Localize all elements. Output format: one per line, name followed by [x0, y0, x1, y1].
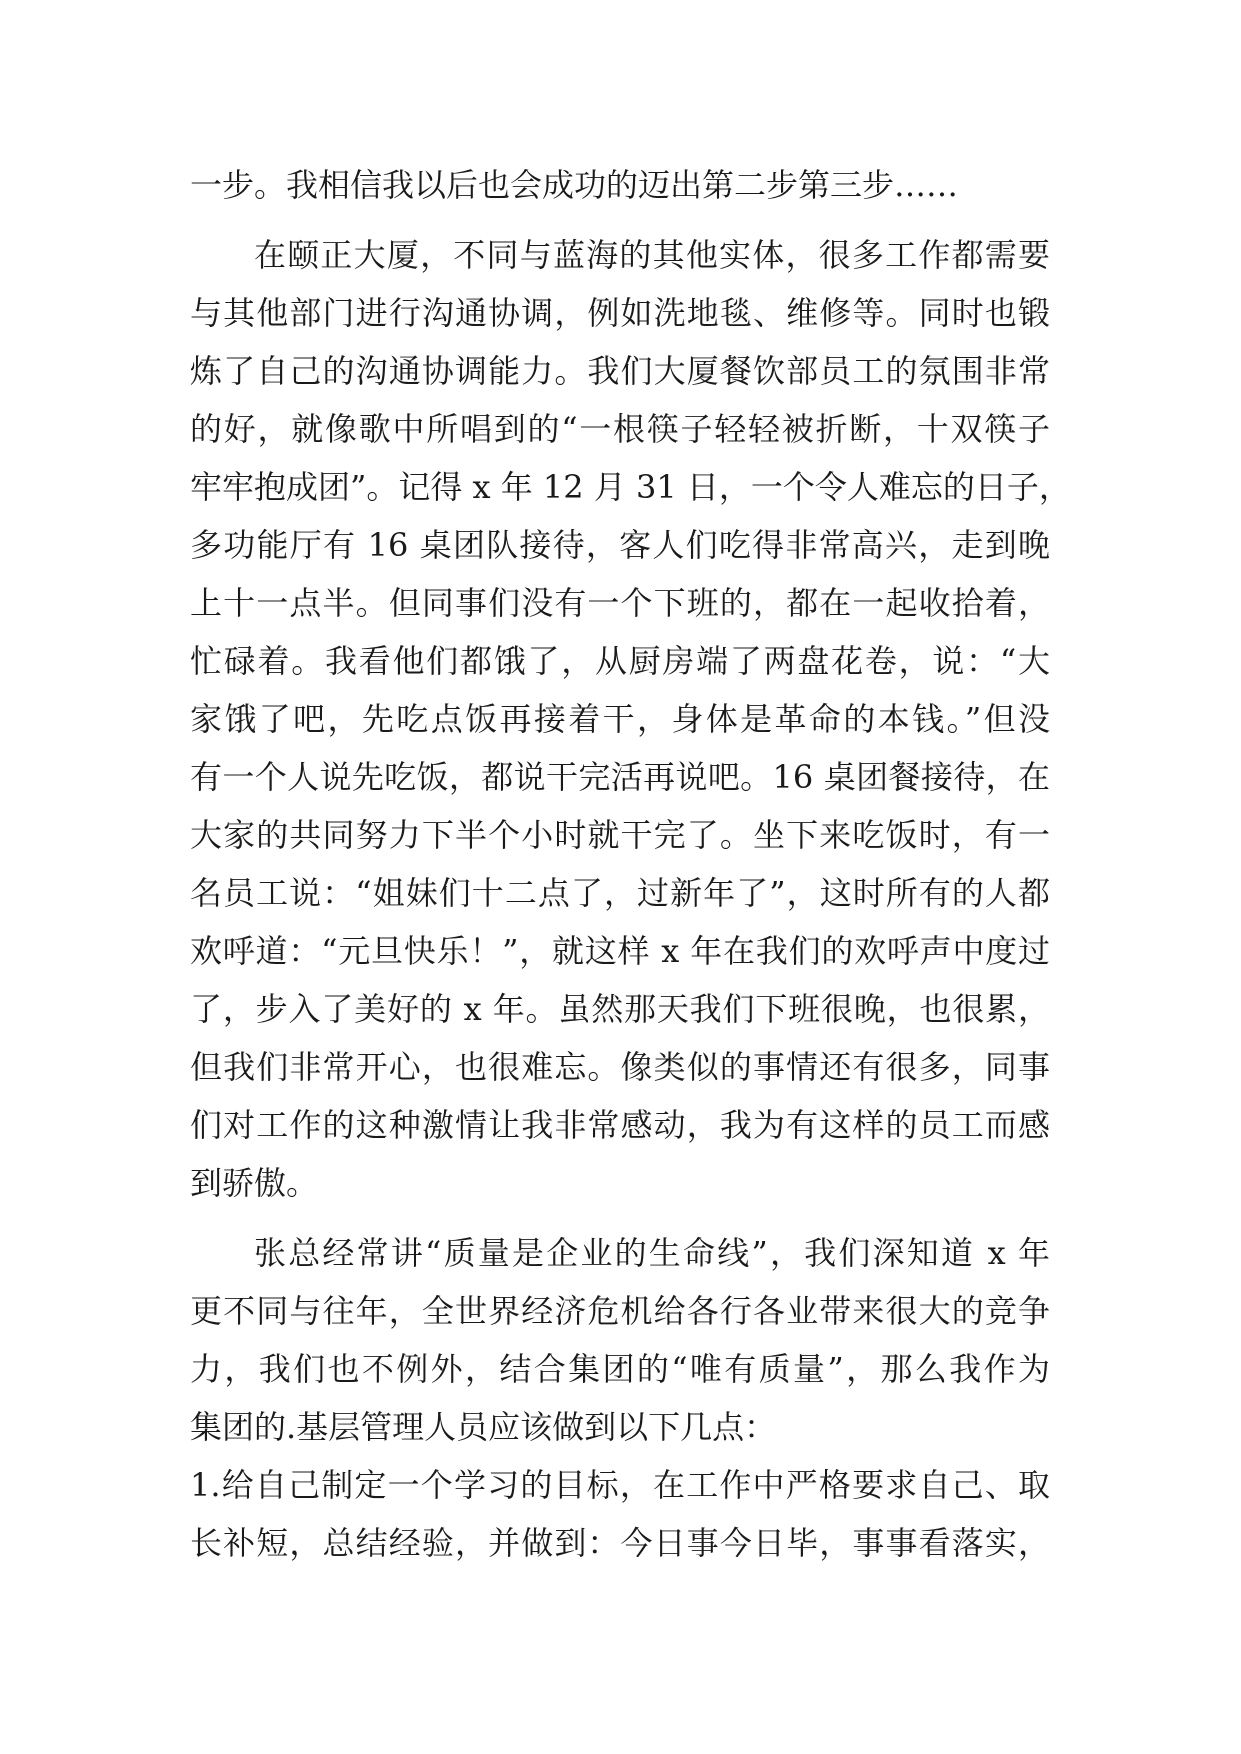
- paragraph-gap: [190, 214, 1050, 226]
- list-item-line: 1.给自己制定一个学习的目标，在工作中严格要求自己、取: [190, 1466, 1050, 1504]
- text-line: 炼了自己的沟通协调能力。我们大厦餐饮部员工的氛围非常: [190, 352, 1050, 390]
- text-line: 上十一点半。但同事们没有一个下班的，都在一起收拾着，: [190, 584, 1050, 622]
- text-line: 与其他部门进行沟通协调，例如洗地毯、维修等。同时也锻: [190, 294, 1050, 332]
- text-line: 在颐正大厦，不同与蓝海的其他实体，很多工作都需要: [254, 236, 1050, 274]
- text-line: 忙碌着。我看他们都饿了，从厨房端了两盘花卷，说：“大: [190, 642, 1050, 680]
- text-line: 了，步入了美好的 x 年。虽然那天我们下班很晚，也很累，: [190, 990, 1050, 1028]
- text-line: 多功能厅有 16 桌团队接待，客人们吃得非常高兴，走到晚: [190, 526, 1050, 564]
- text-line: 更不同与往年，全世界经济危机给各行各业带来很大的竞争: [190, 1292, 1050, 1330]
- list-item-line: 长补短，总结经验，并做到：今日事今日毕，事事看落实，: [190, 1524, 1050, 1562]
- text-line: 有一个人说先吃饭，都说干完活再说吧。16 桌团餐接待，在: [190, 758, 1050, 796]
- text-line: 的好，就像歌中所唱到的“一根筷子轻轻被折断，十双筷子: [190, 410, 1050, 448]
- text-line: 到骄傲。: [190, 1164, 319, 1202]
- text-line: 大家的共同努力下半个小时就干完了。坐下来吃饭时，有一: [190, 816, 1050, 854]
- text-line: 一步。我相信我以后也会成功的迈出第二步第三步……: [190, 166, 959, 204]
- text-line: 张总经常讲“质量是企业的生命线”，我们深知道 x 年: [254, 1234, 1050, 1272]
- text-line: 但我们非常开心，也很难忘。像类似的事情还有很多，同事: [190, 1048, 1050, 1086]
- text-line: 集团的.基层管理人员应该做到以下几点：: [190, 1408, 777, 1446]
- text-line: 名员工说：“姐妹们十二点了，过新年了”，这时所有的人都: [190, 874, 1050, 912]
- paragraph-gap: [190, 1212, 1050, 1224]
- text-line: 家饿了吧，先吃点饭再接着干，身体是革命的本钱。”但没: [190, 700, 1050, 738]
- text-line: 欢呼道：“元旦快乐！”，就这样 x 年在我们的欢呼声中度过: [190, 932, 1050, 970]
- text-line: 们对工作的这种激情让我非常感动，我为有这样的员工而感: [190, 1106, 1050, 1144]
- document-body: [190, 156, 1071, 1572]
- text-line: 力，我们也不例外，结合集团的“唯有质量”，那么我作为: [190, 1350, 1050, 1388]
- text-line: 牢牢抱成团”。记得 x 年 12 月 31 日，一个令人难忘的日子，: [190, 468, 1071, 506]
